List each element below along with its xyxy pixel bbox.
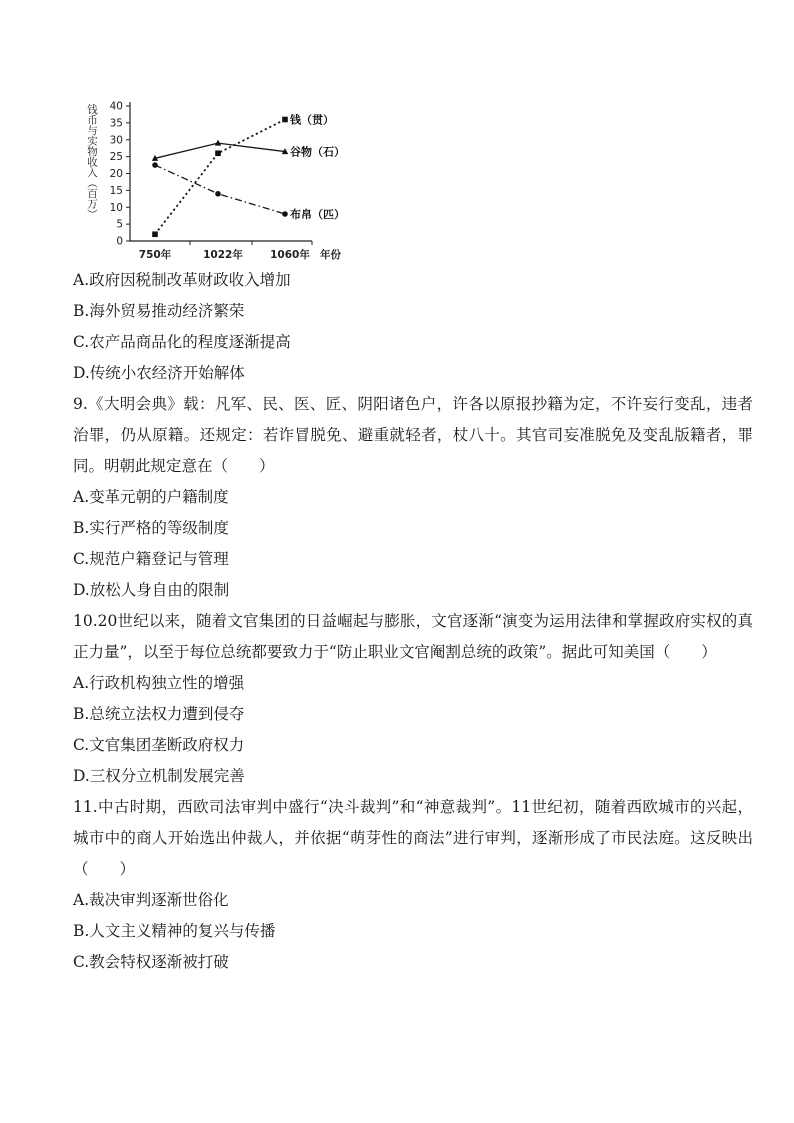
question-11 [73, 792, 753, 978]
q10-option-b: B.总统立法权力遭到侵夺 [73, 705, 245, 723]
y-tick-label: 40 [109, 100, 123, 113]
series-line [155, 120, 285, 235]
q11-option-a: A.裁决审判逐渐世俗化 [73, 891, 229, 909]
data-point [282, 211, 288, 217]
q8-option-b: B.海外贸易推动经济繁荣 [73, 302, 245, 320]
q8-options [73, 265, 753, 389]
y-tick-label: 30 [109, 134, 123, 147]
q10-stem: 10.20世纪以来，随着文官集团的日益崛起与膨胀，文官逐渐“演变为运用法律和掌握政府实权的真正力量”，以至于每位总统都要致力于“防止职业文官阉割总统的政策”。据此可知美国（ ） [73, 612, 753, 661]
q9-option-d: D.放松人身自由的限制 [73, 581, 230, 599]
q11-option-b: B.人文主义精神的复兴与传播 [73, 922, 276, 940]
y-tick-label: 0 [116, 235, 123, 248]
x-tick-label: 1022年 [203, 249, 243, 261]
y-tick-label: 35 [109, 117, 123, 130]
q11-stem: 11.中古时期，西欧司法审判中盛行“决斗裁判”和“神意裁判”。11世纪初，随着西欧城市的兴起，城市中的商人开始选出仲裁人，并依据“萌芽性的商法”进行审判，逐渐形成了市民法庭。这反映出（ ） [73, 798, 753, 878]
income-line-chart [80, 96, 370, 266]
chart-svg [80, 96, 370, 266]
y-tick-label: 10 [109, 201, 123, 214]
question-9 [73, 389, 753, 606]
data-point [282, 117, 288, 123]
y-tick-label: 20 [109, 168, 123, 180]
x-tick-label: 750年 [138, 249, 172, 261]
data-point [152, 162, 158, 168]
q8-option-a: A.政府因税制改革财政收入增加 [73, 271, 291, 289]
question-content [73, 265, 753, 978]
q10-option-d: D.三权分立机制发展完善 [73, 767, 245, 785]
x-tick-label: 1060年 [270, 249, 310, 261]
series-label: 布帛（匹） [290, 208, 345, 221]
data-point [215, 140, 221, 146]
series-line [155, 165, 285, 214]
q10-option-a: A.行政机构独立性的增强 [73, 674, 245, 692]
series-label: 谷物（石） [290, 145, 345, 159]
q8-option-c: C.农产品商品化的程度逐渐提高 [73, 333, 291, 351]
y-tick-label: 25 [109, 151, 123, 164]
q9-option-c: C.规范户籍登记与管理 [73, 550, 229, 568]
question-10 [73, 606, 753, 792]
q9-option-b: B.实行严格的等级制度 [73, 519, 229, 537]
q11-option-c: C.教会特权逐渐被打破 [73, 953, 229, 971]
x-axis-label: 年份 [320, 249, 341, 261]
q10-option-c: C.文官集团垄断政府权力 [73, 736, 245, 754]
q8-option-d: D.传统小农经济开始解体 [73, 364, 245, 382]
y-axis-label: 钱币与实物收入（百万） [86, 104, 98, 220]
data-point [152, 231, 158, 237]
data-point [215, 150, 221, 156]
y-tick-label: 5 [116, 218, 123, 231]
y-tick-label: 15 [109, 184, 123, 197]
q9-option-a: A.变革元朝的户籍制度 [73, 488, 229, 506]
q9-stem: 9.《大明会典》载：凡军、民、医、匠、阴阳诸色户，许各以原报抄籍为定，不许妄行变乱，违者治罪，仍从原籍。还规定：若诈冒脱免、避重就轻者，杖八十。其官司妄准脱免及变乱版籍者，罪同。明朝此规定意在（ ） [73, 395, 753, 475]
series-label: 钱（贯） [290, 113, 334, 127]
data-point [215, 191, 221, 197]
